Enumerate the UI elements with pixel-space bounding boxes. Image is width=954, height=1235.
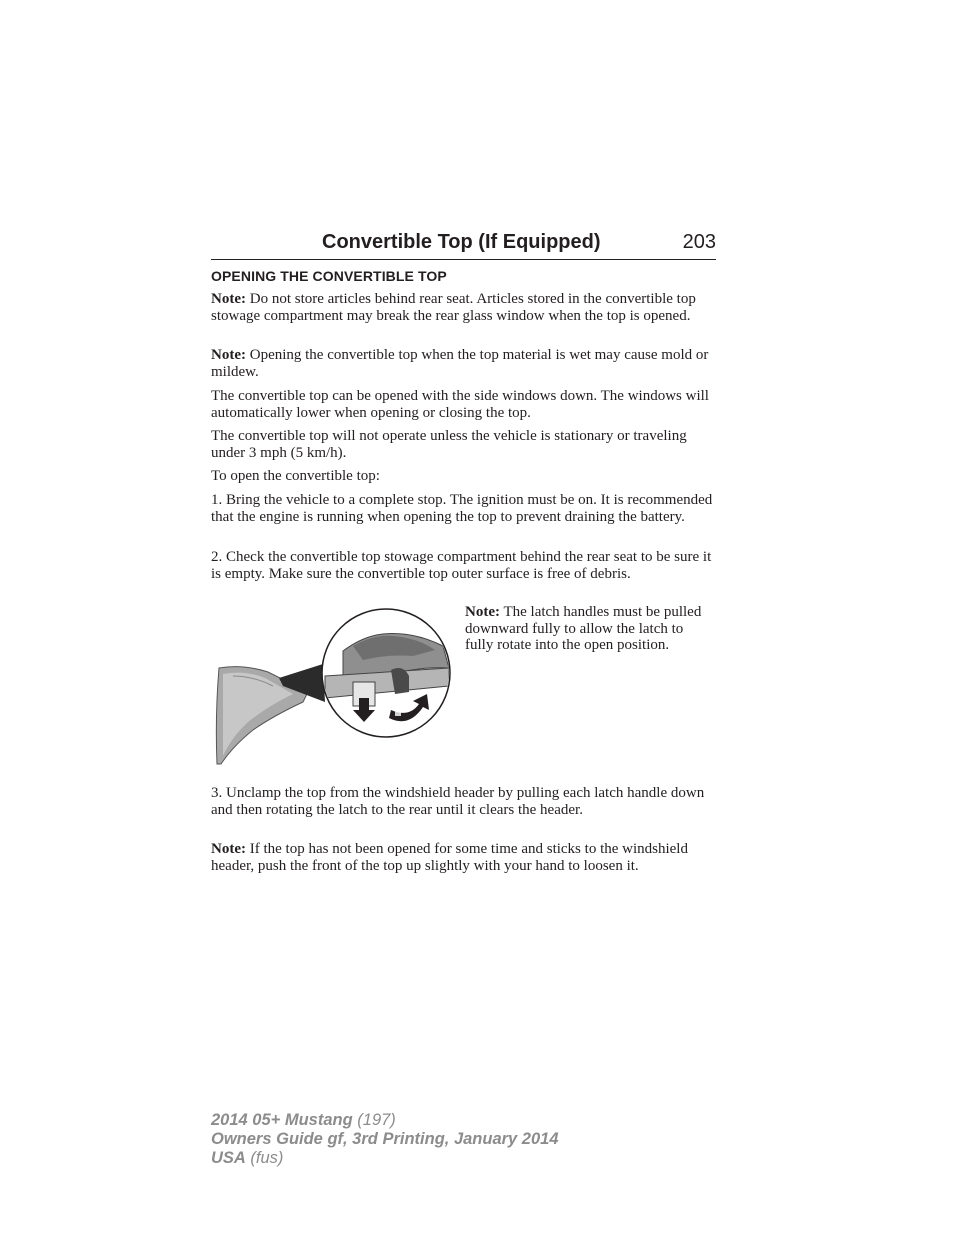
paragraph-text: The convertible top can be opened with the side windows down. The windows will automatically lower when opening or closing the top.	[211, 388, 709, 421]
note-label: Note:	[211, 347, 246, 363]
footer-code: (197)	[352, 1111, 396, 1129]
latch-illustration	[213, 606, 455, 768]
note-label: Note:	[211, 841, 246, 857]
footer-line-3	[211, 1149, 559, 1168]
paragraph-text: The convertible top will not operate unless the vehicle is stationary or traveling under 3 mph (5 km/h).	[211, 428, 687, 461]
paragraph-note-2	[211, 347, 717, 380]
paragraph-text: Do not store articles behind rear seat. Articles stored in the convertible top stowage compartment may break the rear glass window when the top is opened.	[211, 291, 696, 324]
note-label: Note:	[465, 604, 500, 620]
paragraph-text: If the top has not been opened for some time and sticks to the windshield header, push the front of the top up slightly with your hand to loosen it.	[211, 841, 688, 874]
footer-line-2	[211, 1130, 559, 1149]
page-number: 203	[682, 231, 716, 253]
footer-language: (fus)	[245, 1149, 284, 1167]
paragraph-intro	[211, 468, 717, 485]
paragraph-text: Opening the convertible top when the top material is wet may cause mold or mildew.	[211, 347, 709, 380]
paragraph-text: 2. Check the convertible top stowage compartment behind the rear seat to be sure it is empty. Make sure the convertible top outer surface is free of debris.	[211, 549, 712, 582]
footer-market: USA	[211, 1149, 246, 1167]
paragraph-text: 1. Bring the vehicle to a complete stop. The ignition must be on. It is recommended that the engine is running when opening the top to prevent draining the battery.	[211, 492, 713, 525]
figure-note	[465, 604, 715, 654]
step-2	[211, 549, 717, 582]
paragraph-text: To open the convertible top:	[211, 468, 380, 484]
footer-line-1	[211, 1111, 559, 1130]
page-footer	[211, 1111, 559, 1168]
note-label: Note:	[211, 291, 246, 307]
paragraph-windows	[211, 388, 717, 421]
page-header	[211, 229, 716, 260]
paragraph-stationary	[211, 428, 717, 461]
step-1	[211, 492, 717, 525]
footer-model: 2014 05+ Mustang	[211, 1111, 353, 1129]
paragraph-text: 3. Unclamp the top from the windshield header by pulling each latch handle down and then rotating the latch to the rear until it clears the header.	[211, 785, 705, 818]
section-heading: OPENING THE CONVERTIBLE TOP	[211, 268, 447, 284]
page-title: Convertible Top (If Equipped)	[322, 231, 601, 253]
paragraph-note-3	[211, 841, 717, 874]
paragraph-text: The latch handles must be pulled downward fully to allow the latch to fully rotate into the open position.	[465, 604, 702, 654]
footer-edition: Owners Guide gf, 3rd Printing, January 2014	[211, 1130, 559, 1148]
step-3	[211, 785, 717, 818]
paragraph-note-1	[211, 291, 717, 324]
